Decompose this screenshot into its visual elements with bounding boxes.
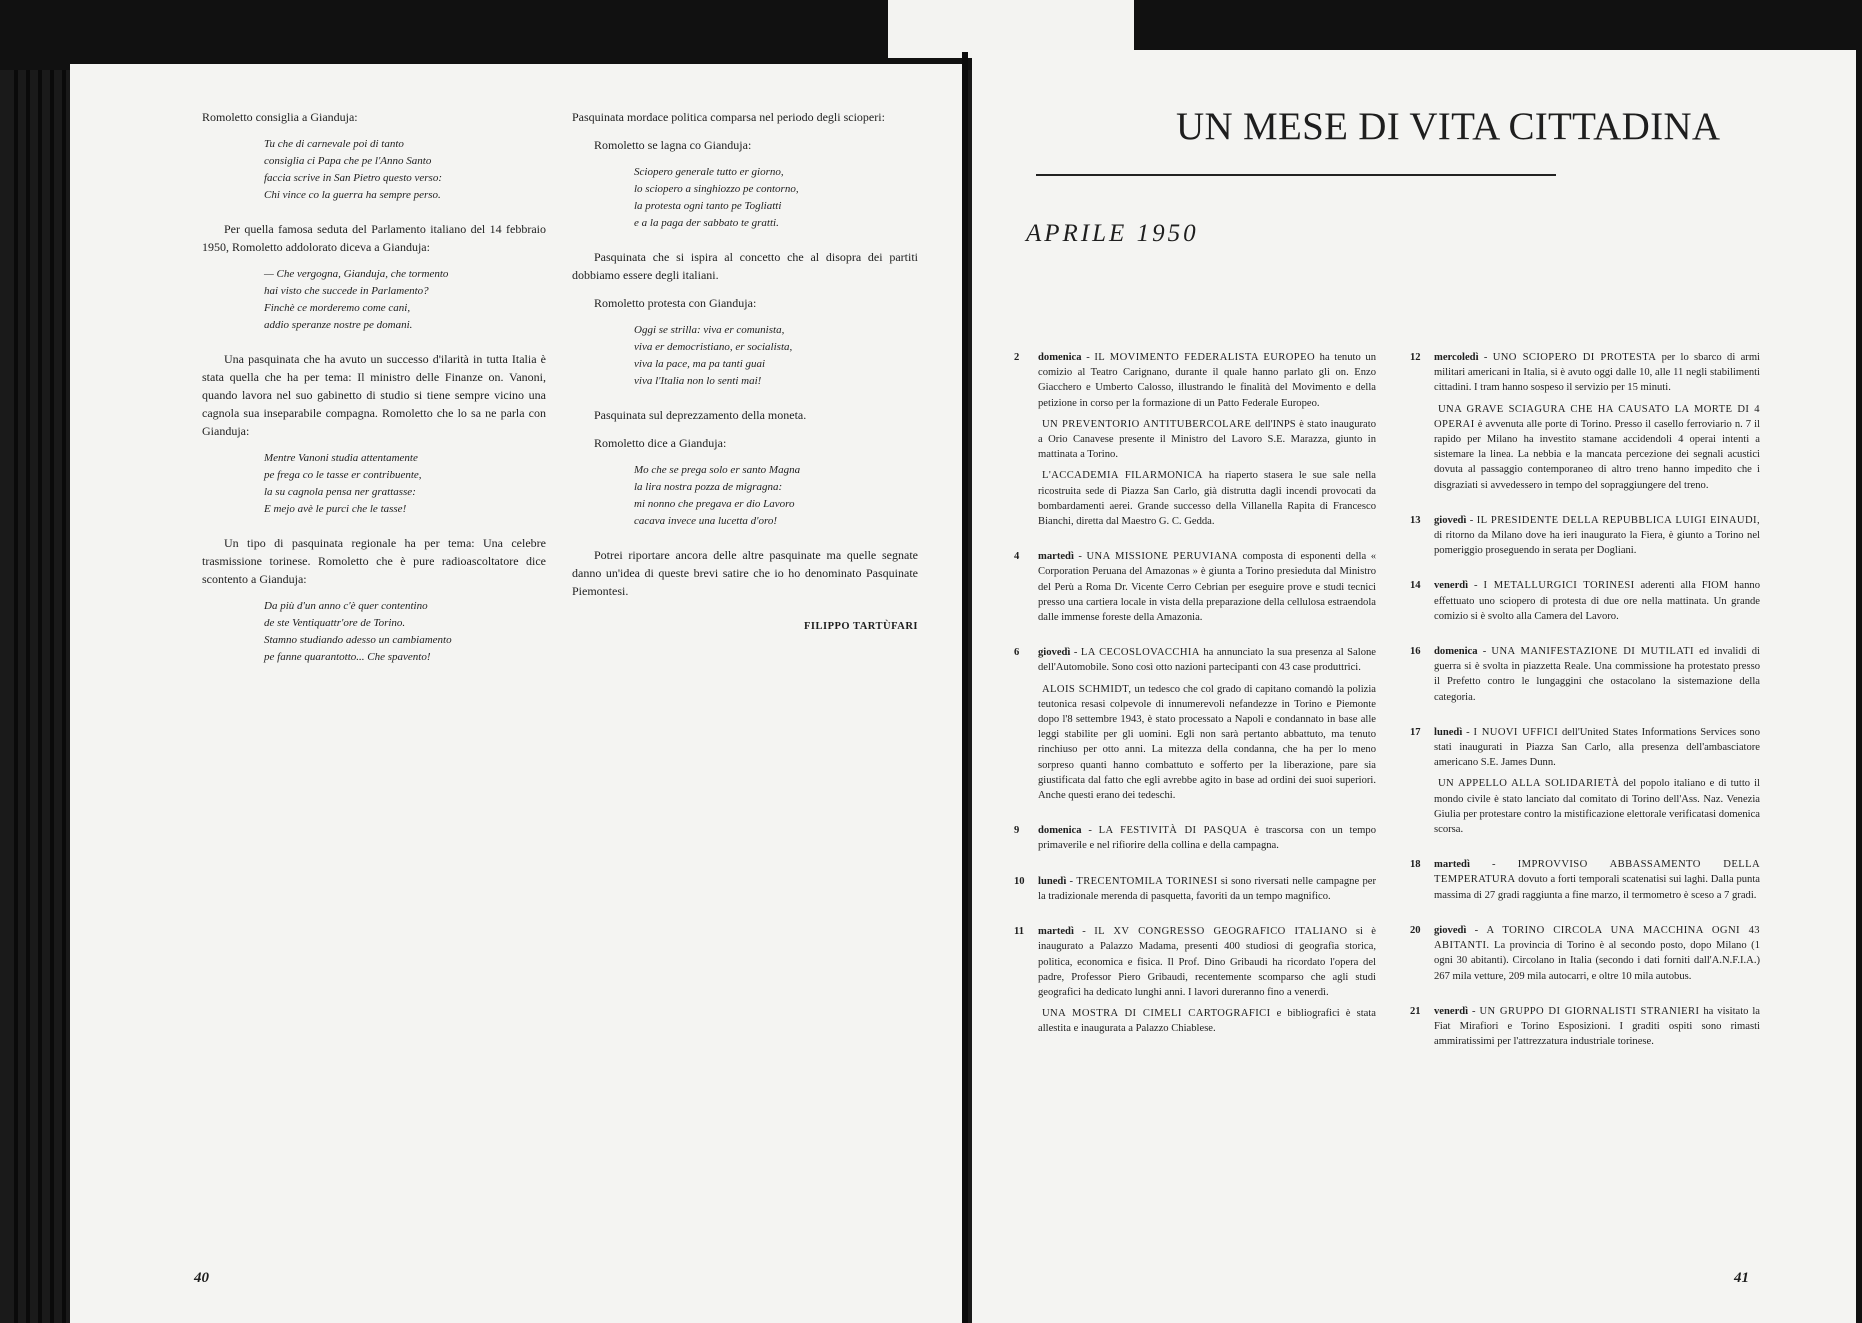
- entry-body: ed invalidi di guerra si è svolta in piazzetta Reale. Una commissione ha protestato presso il Prefetto contro le lungaggini che ostacolano la sistemazione della categoria.: [1434, 646, 1760, 703]
- entry-day: 16: [1410, 646, 1421, 658]
- entry-body: composta di esponenti della « Corporation Peruana del Amazonas » è giunta a Torino presieduta dal Ministro del Perù a Roma Dr. Vicente Cerro Cebrian per eseguire prove e studi tecnici presso una cartiera locale in vista della preparazione della cellulosa estraendola dalle immense foreste della Amazonia.: [1038, 551, 1377, 624]
- entry-day: 10: [1014, 875, 1025, 887]
- entry-body: per lo sbarco di armi militari americani in Italia, si è avuto oggi dalle 10, alle 11 negli stabilimenti cittadini. I tram hanno sospeso il servizio per 15 minuti.: [1434, 352, 1760, 394]
- paragraph: Romoletto dice a Gianduja:: [594, 436, 727, 450]
- subitem-headline: ALOIS SCHMIDT,: [1042, 683, 1132, 695]
- entry-text: 17 lunedì - I NUOVI UFFICI dell'United States Informations Services sono stati inaugurati in Piazza San Carlo, alla presenza dell'ambasciatore americano S.E. James Dunn.: [1410, 726, 1760, 769]
- verse-line: E mejo avè le purci che le tasse!: [264, 503, 407, 515]
- entry-headline: I NUOVI UFFICI: [1473, 726, 1559, 738]
- entry-body: dell'United States Informations Services sono stati inaugurati in Piazza San Carlo, alla presenza dell'ambasciatore americano S.E. James Dunn.: [1434, 726, 1760, 769]
- page-edge: [38, 70, 42, 1323]
- entry-text: 2 domenica - IL MOVIMENTO FEDERALISTA EUROPEO ha tenuto un comizio al Teatro Carignano, durante il quale hanno parlato gli on. Enzo Giacchero e Umberto Calosso, illustrando le finalità del Movimento e della petizione in corso per la formazione di un Patto Federale Europeo.: [1014, 352, 1376, 409]
- entry-subitem: [1038, 417, 1376, 463]
- verse-line: viva l'Italia non lo senti mai!: [634, 375, 762, 387]
- verse-line: lo sciopero a singhiozzo pe contorno,: [634, 183, 799, 195]
- paragraph: Pasquinata che si ispira al concetto che al disopra dei partiti dobbiamo essere degli italiani.: [572, 250, 918, 282]
- entry-weekday: giovedì: [1434, 924, 1467, 936]
- entry-weekday: domenica: [1434, 646, 1478, 658]
- verse-line: e a la paga der sabbato te gratti.: [634, 217, 779, 229]
- verse-block: [264, 136, 546, 204]
- entry-weekday: mercoledì: [1434, 352, 1479, 363]
- verse-line: Mentre Vanoni studia attentamente: [264, 452, 418, 464]
- chronicle-entry: [1410, 923, 1761, 984]
- verse-line: hai visto che succede in Parlamento?: [264, 285, 429, 297]
- entry-text: 18 martedì - IMPROVVISO ABBASSAMENTO DELLA TEMPERATURA dovuto a forti temporali scatenatisi sui laghi. Dalla punta massima di 27 gradi raggiunta a fine marzo, il termometro è sceso a 7 gradi.: [1410, 859, 1761, 901]
- entry-body: ha annunciato la sua presenza al Salone dell'Automobile. Sono così otto nazioni partecipanti con 43 case produttrici.: [1038, 647, 1376, 674]
- chronicle-entry: [1014, 924, 1376, 1036]
- chronicle-entry: [1014, 645, 1376, 803]
- subitem-headline: UNA MOSTRA DI CIMELI CARTOGRAFICI: [1042, 1008, 1271, 1020]
- verse-line: la protesta ogni tanto pe Togliatti: [634, 200, 782, 212]
- entry-weekday: venerdì: [1434, 1005, 1469, 1017]
- verse-block: [634, 322, 918, 390]
- page-number-left: 40: [194, 1270, 209, 1286]
- page-number-right: 41: [1734, 1270, 1749, 1286]
- subitem-body: e bibliografici è stata allestita e inaugurata a Palazzo Chiablese.: [1038, 1008, 1376, 1035]
- verse-line: la lira nostra pozza de migragna:: [634, 481, 783, 493]
- page-edge: [62, 70, 66, 1323]
- entry-body: ha visitato la Fiat Mirafiori e Torino Esposizioni. I graditi ospiti sono rimasti ammiratissimi per l'attrezzatura industriale torinese.: [1434, 1005, 1761, 1048]
- entry-day: 6: [1014, 647, 1020, 659]
- entry-day: 11: [1014, 926, 1025, 938]
- chronicle-entry: [1410, 857, 1761, 903]
- paragraph: Un tipo di pasquinata regionale ha per tema: Una celebre trasmissione torinese. Romoletto che è pure radioascoltatore dice scontento a Gianduja:: [202, 536, 546, 586]
- entry-text: 20 giovedì - A TORINO CIRCOLA UNA MACCHINA OGNI 43 ABITANTI. La provincia di Torino è al secondo posto, dopo Milano (1 ogni 30 abitanti). Circolano in Italia (secondo i dati forniti dall'A.N.F.I.A.) 267 mila vetture, 209 mila autocarri, e oltre 10 mila autobus.: [1410, 924, 1761, 982]
- entry-subitem: [1434, 776, 1760, 837]
- verse-line: viva la pace, ma pa tanti guai: [634, 358, 766, 370]
- paragraph: Romoletto consiglia a Gianduja:: [202, 110, 358, 124]
- chronicle-entry: [1014, 350, 1376, 529]
- verse-block: [264, 598, 546, 666]
- subitem-headline: UNA GRAVE SCIAGURA CHE HA CAUSATO LA MORTE DI 4 OPERAI: [1434, 403, 1760, 430]
- verse-line: Finchè ce morderemo come cani,: [264, 302, 411, 314]
- verse-block: [634, 164, 918, 232]
- verse-line: Oggi se strilla: viva er comunista,: [634, 324, 785, 336]
- entry-subitem: [1434, 402, 1760, 493]
- entry-body: dovuto a forti temporali scatenatisi sui laghi. Dalla punta massima di 27 gradi raggiunta a fine marzo, il termometro è sceso a 7 gradi.: [1434, 874, 1760, 901]
- verse-line: — Che vergogna, Gianduja, che tormento: [264, 268, 449, 280]
- paragraph: Potrei riportare ancora delle altre pasquinate ma quelle segnate danno un'idea di queste brevi satire che io ho denominato Pasquinate Piemontesi.: [572, 548, 918, 598]
- entry-weekday: venerdì: [1434, 580, 1469, 592]
- subitem-headline: UN PREVENTORIO ANTITUBERCOLARE: [1042, 418, 1252, 430]
- entry-text: 9 domenica - LA FESTIVITÀ DI PASQUA è trascorsa con un tempo primaverile e nel rifiorire della collina e della campagna.: [1014, 825, 1377, 852]
- verse-block: [264, 266, 546, 334]
- entry-body: di ritorno da Milano dove ha ieri inaugurato la Fiera, è giunto a Torino nel pomeriggio proseguendo in serata per Dogliani.: [1434, 530, 1760, 557]
- subitem-body: un tedesco che col grado di capitano comandò la polizia teutonica resasi colpevole di innumerevoli nefandezze in Torino e Piemonte dopo l'8 settembre 1943, è stato processato a Napoli e condannato in base alle leggi stabilite per gli uomini. Egli non sarà pertanto abbattuto, ma tenuto rinchiuso per otto anni. La mitezza della condanna, che ha per lo meno sorpreso quanti hanno combattuto e sofferto per la liberazione, pare sia giustificata dal fatto che egli avrebbe agito in base ad ordini dei suoi superiori. Anche questi erano dei tedeschi.: [1038, 683, 1376, 802]
- page-edge: [26, 70, 30, 1323]
- subitem-headline: UN APPELLO ALLA SOLIDARIETÀ: [1438, 778, 1620, 790]
- title-rule: [1036, 174, 1556, 176]
- paragraph: Per quella famosa seduta del Parlamento italiano del 14 febbraio 1950, Romoletto addolorato diceva a Gianduja:: [202, 222, 546, 254]
- paragraph: Pasquinata mordace politica comparsa nel periodo degli scioperi:: [572, 110, 885, 124]
- entry-day: 13: [1410, 514, 1421, 526]
- entry-text: 12 mercoledì - UNO SCIOPERO DI PROTESTA per lo sbarco di armi militari americani in Italia, si è avuto oggi dalle 10, alle 11 negli stabilimenti cittadini. I tram hanno sospeso il servizio per 15 minuti.: [1410, 352, 1760, 394]
- verse-line: Tu che di carnevale poi di tanto: [264, 138, 404, 150]
- entry-weekday: lunedì: [1434, 726, 1463, 738]
- entry-day: 12: [1410, 352, 1421, 363]
- verse-line: mi nonno che pregava er dio Lavoro: [634, 498, 795, 510]
- entry-body: ha tenuto un comizio al Teatro Carignano, durante il quale hanno parlato gli on. Enzo Giacchero e Umberto Calosso, illustrando le finalità del Movimento e della petizione in corso per la formazione di un Patto Federale Europeo.: [1038, 352, 1376, 409]
- entry-subitem: [1038, 1006, 1376, 1036]
- author-signature: FILIPPO TARTÙFARI: [803, 621, 918, 632]
- entry-headline: IL MOVIMENTO FEDERALISTA EUROPEO: [1094, 352, 1316, 363]
- book-spine: [962, 52, 968, 1323]
- entry-subitem: [1038, 682, 1376, 804]
- chronicle-entry: [1410, 578, 1761, 624]
- entry-body: La provincia di Torino è al secondo posto, dopo Milano (1 ogni 30 abitanti). Circolano in Italia (secondo i dati forniti dall'A.N.F.I.A.) 267 mila vetture, 209 mila autocarri, e oltre 10 mila autobus.: [1434, 940, 1760, 982]
- verse-line: pe frega co le tasse er contribuente,: [264, 469, 422, 481]
- chronicle-entry: [1014, 874, 1376, 904]
- chronicle-column-2: [1410, 350, 1761, 1069]
- entry-weekday: domenica: [1038, 825, 1082, 837]
- entry-headline: IL PRESIDENTE DELLA REPUBBLICA LUIGI EINAUDI,: [1476, 514, 1760, 526]
- entry-text: 16 domenica - UNA MANIFESTAZIONE DI MUTILATI ed invalidi di guerra si è svolta in piazzetta Reale. Una commissione ha protestato presso il Prefetto contro le lungaggini che ostacolano la sistemazione della categoria.: [1410, 646, 1760, 703]
- entry-weekday: martedì: [1038, 551, 1074, 563]
- entry-day: 21: [1410, 1005, 1421, 1017]
- verse-line: Stamno studiando adesso un cambiamento: [264, 634, 452, 646]
- page-title: UN MESE DI VITA CITTADINA: [1176, 105, 1721, 148]
- entry-text: 6 giovedì - LA CECOSLOVACCHIA ha annunciato la sua presenza al Salone dell'Automobile. Sono così otto nazioni partecipanti con 43 case produttrici.: [1014, 647, 1376, 674]
- entry-headline: I METALLURGICI TORINESI: [1483, 580, 1635, 592]
- subitem-body: è avvenuta alle porte di Torino. Presso il casello ferroviario n. 7 il rapido per Milano ha investito stamane accidendoli 4 operai intenti a sistemare la linea. La nebbia e la mancata percezione dei segnali acustici dovuta al passaggio contemporaneo di altro treno hanno impedito che i disgraziati si avvedessero in tempo del sopraggiungere del treno.: [1434, 418, 1760, 491]
- month-heading: APRILE 1950: [1026, 220, 1199, 247]
- entry-day: 18: [1410, 859, 1421, 871]
- verse-line: faccia scrive in San Pietro questo verso:: [264, 172, 442, 184]
- chronicle-entry: [1014, 823, 1377, 853]
- verse-block: [264, 450, 546, 518]
- entry-weekday: giovedì: [1038, 647, 1071, 659]
- verse-line: Chi vince co la guerra ha sempre perso.: [264, 189, 441, 201]
- entry-body: è trascorsa con un tempo primaverile e nel rifiorire della collina e della campagna.: [1038, 825, 1377, 852]
- entry-headline: A TORINO CIRCOLA UNA MACCHINA OGNI 43 ABITANTI.: [1434, 924, 1761, 952]
- entry-weekday: giovedì: [1434, 514, 1467, 526]
- verse-line: Sciopero generale tutto er giorno,: [634, 166, 784, 178]
- chronicle-entry: [1410, 350, 1760, 493]
- entry-weekday: lunedì: [1038, 875, 1067, 887]
- entry-day: 4: [1014, 551, 1020, 563]
- subitem-body: dell'INPS è stato inaugurato a Orio Canavese presente il Ministro del Lavoro S.E. Marazza, giunto in mattinata a Torino.: [1038, 418, 1376, 461]
- entry-body: aderenti alla FIOM hanno effettuato uno sciopero di protesta di due ore nella mattinata. Un grande comizio si è svolto alla Camera del Lavoro.: [1434, 580, 1761, 622]
- entry-headline: LA FESTIVITÀ DI PASQUA: [1098, 825, 1248, 837]
- entry-subitem: [1038, 468, 1376, 529]
- verse-line: de ste Ventiquattr'ore de Torino.: [264, 617, 406, 629]
- subitem-body: ha riaperto stasera le sue sale nella ricostruita sede di Piazza San Carlo, già distrutta dagli incendi provocati da bombardamenti aerei. Grande successo della Villanella Rapita di Francesco Bianchi, diretta dal Maestro G. C. Gedda.: [1038, 470, 1376, 528]
- entry-headline: UNA MANIFESTAZIONE DI MUTILATI: [1491, 646, 1694, 658]
- paragraph: Una pasquinata che ha avuto un successo d'ilarità in tutta Italia è stata quella che ha per tema: Il ministro delle Finanze on. Vanoni, quando lavora nel suo gabinetto di studio si tiene sempre vicino una cagnola sua inseparabile compagna. Romoletto che lo sa ne parla con Gianduja:: [202, 352, 546, 438]
- entry-weekday: martedì: [1038, 926, 1074, 938]
- entry-headline: IL XV CONGRESSO GEOGRAFICO ITALIANO: [1094, 926, 1348, 938]
- entry-weekday: martedì: [1434, 859, 1470, 871]
- entry-day: 2: [1014, 352, 1020, 363]
- chronicle-entry: [1410, 644, 1760, 705]
- entry-body: si è inaugurato a Palazzo Madama, presenti 400 studiosi di geografia storica, politica, economica e fisica. Il Prof. Dino Gribaudi ha ricordato l'opera del padre, Professor Piero Gribaudi, recentemente scomparso che agli studi geografici ha dedicato lunghi anni. I lavori dureranno fino a venerdì.: [1038, 926, 1376, 998]
- chronicle-column-1: [1014, 350, 1377, 1057]
- verse-line: addio speranze nostre pe domani.: [264, 319, 413, 331]
- entry-headline: LA CECOSLOVACCHIA: [1080, 647, 1200, 659]
- chronicle-entry: [1014, 549, 1377, 625]
- verse-line: la su cagnola pensa ner grattasse:: [264, 486, 416, 498]
- verse-line: Mo che se prega solo er santo Magna: [634, 464, 801, 476]
- chronicle-entry: [1410, 513, 1760, 559]
- verse-line: cacava invece una lucetta d'oro!: [634, 515, 778, 527]
- entry-text: 14 venerdì - I METALLURGICI TORINESI aderenti alla FIOM hanno effettuato uno sciopero di protesta di due ore nella mattinata. Un grande comizio si è svolto alla Camera del Lavoro.: [1410, 580, 1761, 622]
- entry-headline: UNO SCIOPERO DI PROTESTA: [1492, 352, 1657, 363]
- page-edge: [50, 70, 54, 1323]
- paragraph: Romoletto protesta con Gianduja:: [594, 296, 757, 310]
- entry-day: 20: [1410, 924, 1421, 936]
- page-edge: [14, 70, 18, 1323]
- entry-text: 10 lunedì - TRECENTOMILA TORINESI si sono riversati nelle campagne per la tradizionale merenda di pasquetta, favoriti da un tempo magnifico.: [1014, 875, 1376, 902]
- entry-headline: UN GRUPPO DI GIORNALISTI STRANIERI: [1479, 1005, 1700, 1017]
- entry-text: 4 martedì - UNA MISSIONE PERUVIANA composta di esponenti della « Corporation Peruana del Amazonas » è giunta a Torino presieduta dal Ministro del Perù a Roma Dr. Vicente Cerro Cebrian per eseguire prove e studi tecnici presso una cartiera locale in vista della preparazione della cellulosa estraendola dalle immense foreste della Amazonia.: [1014, 551, 1377, 624]
- left-column-2: [572, 108, 918, 636]
- subitem-headline: L'ACCADEMIA FILARMONICA: [1042, 470, 1203, 482]
- verse-block: [634, 462, 918, 530]
- chronicle-entry: [1410, 1004, 1761, 1050]
- paragraph: Romoletto se lagna co Gianduja:: [594, 138, 752, 152]
- entry-text: 11 martedì - IL XV CONGRESSO GEOGRAFICO ITALIANO si è inaugurato a Palazzo Madama, presenti 400 studiosi di geografia storica, politica, economica e fisica. Il Prof. Dino Gribaudi ha ricordato l'opera del padre, Professor Piero Gribaudi, recentemente scomparso che agli studi geografici ha dedicato lunghi anni. I lavori dureranno fino a venerdì.: [1014, 926, 1376, 998]
- right-page-edge: [1856, 50, 1862, 1323]
- entry-headline: TRECENTOMILA TORINESI: [1076, 875, 1218, 887]
- left-page: [70, 64, 962, 1323]
- entry-text: 13 giovedì - IL PRESIDENTE DELLA REPUBBLICA LUIGI EINAUDI, di ritorno da Milano dove ha ieri inaugurato la Fiera, è giunto a Torino nel pomeriggio proseguendo in serata per Dogliani.: [1410, 514, 1760, 557]
- entry-headline: UNA MISSIONE PERUVIANA: [1086, 551, 1238, 563]
- verse-line: consiglia ci Papa che pe l'Anno Santo: [264, 155, 432, 167]
- entry-day: 9: [1014, 825, 1020, 837]
- entry-headline: IMPROVVISO ABBASSAMENTO DELLA TEMPERATURA: [1434, 859, 1761, 886]
- chronicle-entry: [1410, 725, 1760, 837]
- verse-line: viva er democristiano, er socialista,: [634, 341, 793, 353]
- verse-line: pe fanne quarantotto... Che spavento!: [264, 651, 431, 663]
- entry-day: 14: [1410, 580, 1421, 592]
- subitem-body: del popolo italiano e di tutto il mondo civile è stato lanciato dal comitato di Torino dell'Ass. Naz. Venezia Giulia per protestare contro la mistificazione elettorale verificatasi domenica scorsa.: [1434, 778, 1760, 836]
- paragraph: Pasquinata sul deprezzamento della moneta.: [594, 408, 807, 422]
- entry-body: si sono riversati nelle campagne per la tradizionale merenda di pasquetta, favoriti da un tempo magnifico.: [1038, 875, 1376, 902]
- left-column-1: [202, 108, 546, 682]
- verse-line: Da più d'un anno c'è quer contentino: [264, 600, 428, 612]
- entry-weekday: domenica: [1038, 352, 1082, 363]
- entry-text: 21 venerdì - UN GRUPPO DI GIORNALISTI STRANIERI ha visitato la Fiat Mirafiori e Torino Esposizioni. I graditi ospiti sono rimasti ammiratissimi per l'attrezzatura industriale torinese.: [1410, 1005, 1761, 1048]
- entry-day: 17: [1410, 726, 1421, 738]
